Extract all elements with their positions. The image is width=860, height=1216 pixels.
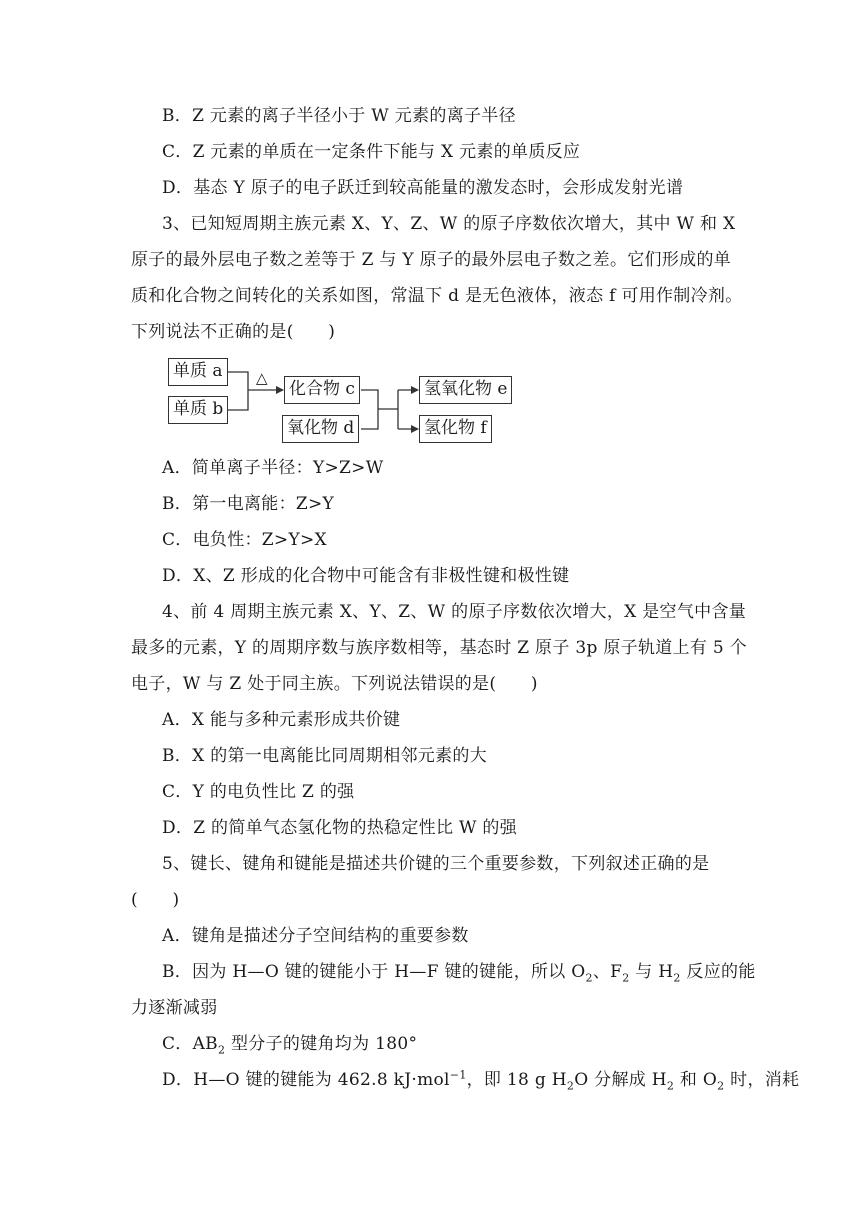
q3-option-b: B．第一电离能：Z>Y xyxy=(162,494,335,514)
q4-option-b: B．X 的第一电离能比同周期相邻元素的大 xyxy=(162,746,487,766)
q5-d-text-a: D．H—O 键的键能为 462.8 kJ·mol xyxy=(162,1070,450,1090)
q3-option-a: A．简单离子半径：Y>Z>W xyxy=(162,458,384,478)
subscript: 2 xyxy=(217,1043,226,1057)
ab-bracket-line xyxy=(228,372,248,410)
q4-stem-line2: 最多的元素，Y 的周期序数与族序数相等，基态时 Z 原子 3p 原子轨道上有 5 个 xyxy=(131,638,747,658)
arrowhead-f xyxy=(411,425,419,433)
subscript: 2 xyxy=(717,1079,725,1093)
subscript: 2 xyxy=(622,971,630,985)
box-element-a: 单质 a xyxy=(168,358,228,386)
q5-b-text-c: 与 H xyxy=(629,962,674,982)
q5-d-text-e: 时，消耗 xyxy=(724,1070,800,1090)
q3-option-c: C．电负性：Z>Y>X xyxy=(162,530,327,550)
q5-d-text-c: O 分解成 H xyxy=(574,1070,667,1090)
q5-option-b-line1 xyxy=(162,960,756,984)
superscript: −1 xyxy=(449,1068,467,1082)
q5-c-text-b: 型分子的键角均为 180° xyxy=(225,1034,418,1054)
q5-b-text-b: 、F xyxy=(592,962,623,982)
subscript: 2 xyxy=(585,971,593,985)
q5-b-text-a: B．因为 H—O 键的键能小于 H—F 键的键能，所以 O xyxy=(162,962,586,982)
box-hydride-f: 氢化物 f xyxy=(419,415,492,443)
q4-stem-line1: 4、前 4 周期主族元素 X、Y、Z、W 的原子序数依次增大，X 是空气中含量 xyxy=(162,602,747,622)
q2-option-b: B．Z 元素的离子半径小于 W 元素的离子半径 xyxy=(162,106,516,126)
arrowhead-c xyxy=(276,386,284,394)
q3-stem-line3: 质和化合物之间转化的关系如图，常温下 d 是无色液体，液态 f 可用作制冷剂。 xyxy=(131,286,743,306)
box-hydroxide-e: 氢氧化物 e xyxy=(419,376,512,404)
q5-stem-line1: 5、键长、键角和键能是描述共价键的三个重要参数，下列叙述正确的是 xyxy=(162,854,710,874)
q5-option-b-line2: 力逐渐减弱 xyxy=(131,998,218,1018)
arrowhead-e xyxy=(411,386,419,394)
q5-d-text-d: 和 O xyxy=(674,1070,718,1090)
heat-condition-symbol: △ xyxy=(256,369,268,387)
cd-bracket-line xyxy=(361,390,378,429)
q5-option-d xyxy=(162,1068,799,1092)
q2-option-c: C．Z 元素的单质在一定条件下能与 X 元素的单质反应 xyxy=(162,142,581,162)
q3-stem-line1: 3、已知短周期主族元素 X、Y、Z、W 的原子序数依次增大，其中 W 和 X xyxy=(162,214,736,234)
subscript: 2 xyxy=(566,1079,575,1093)
q3-stem-line4: 下列说法不正确的是( ) xyxy=(131,322,336,342)
q5-c-text-a: C．AB xyxy=(162,1034,218,1054)
q4-option-a: A．X 能与多种元素形成共价键 xyxy=(162,710,401,730)
q4-option-d: D．Z 的简单气态氢化物的热稳定性比 W 的强 xyxy=(162,818,518,838)
subscript: 2 xyxy=(666,1079,675,1093)
q5-b-text-d: 反应的能 xyxy=(680,962,756,982)
q3-stem-line2: 原子的最外层电子数之差等于 Z 与 Y 原子的最外层电子数之差。它们形成的单 xyxy=(131,250,732,270)
q5-d-text-b: ，即 18 g H xyxy=(466,1070,567,1090)
q4-option-c: C．Y 的电负性比 Z 的强 xyxy=(162,782,355,802)
q2-option-d: D．基态 Y 原子的电子跃迁到较高能量的激发态时，会形成发射光谱 xyxy=(162,178,684,198)
q5-option-c xyxy=(162,1032,417,1056)
box-compound-c: 化合物 c xyxy=(284,376,360,404)
subscript: 2 xyxy=(673,971,681,985)
box-oxide-d: 氧化物 d xyxy=(282,415,359,443)
q5-option-a: A．键角是描述分子空间结构的重要参数 xyxy=(162,926,469,946)
box-element-b: 单质 b xyxy=(168,396,228,424)
q3-option-d: D．X、Z 形成的化合物中可能含有非极性键和极性键 xyxy=(162,566,570,586)
q4-stem-line3: 电子，W 与 Z 处于同主族。下列说法错误的是( ) xyxy=(131,674,538,694)
q5-stem-line2: ( ) xyxy=(131,890,180,910)
